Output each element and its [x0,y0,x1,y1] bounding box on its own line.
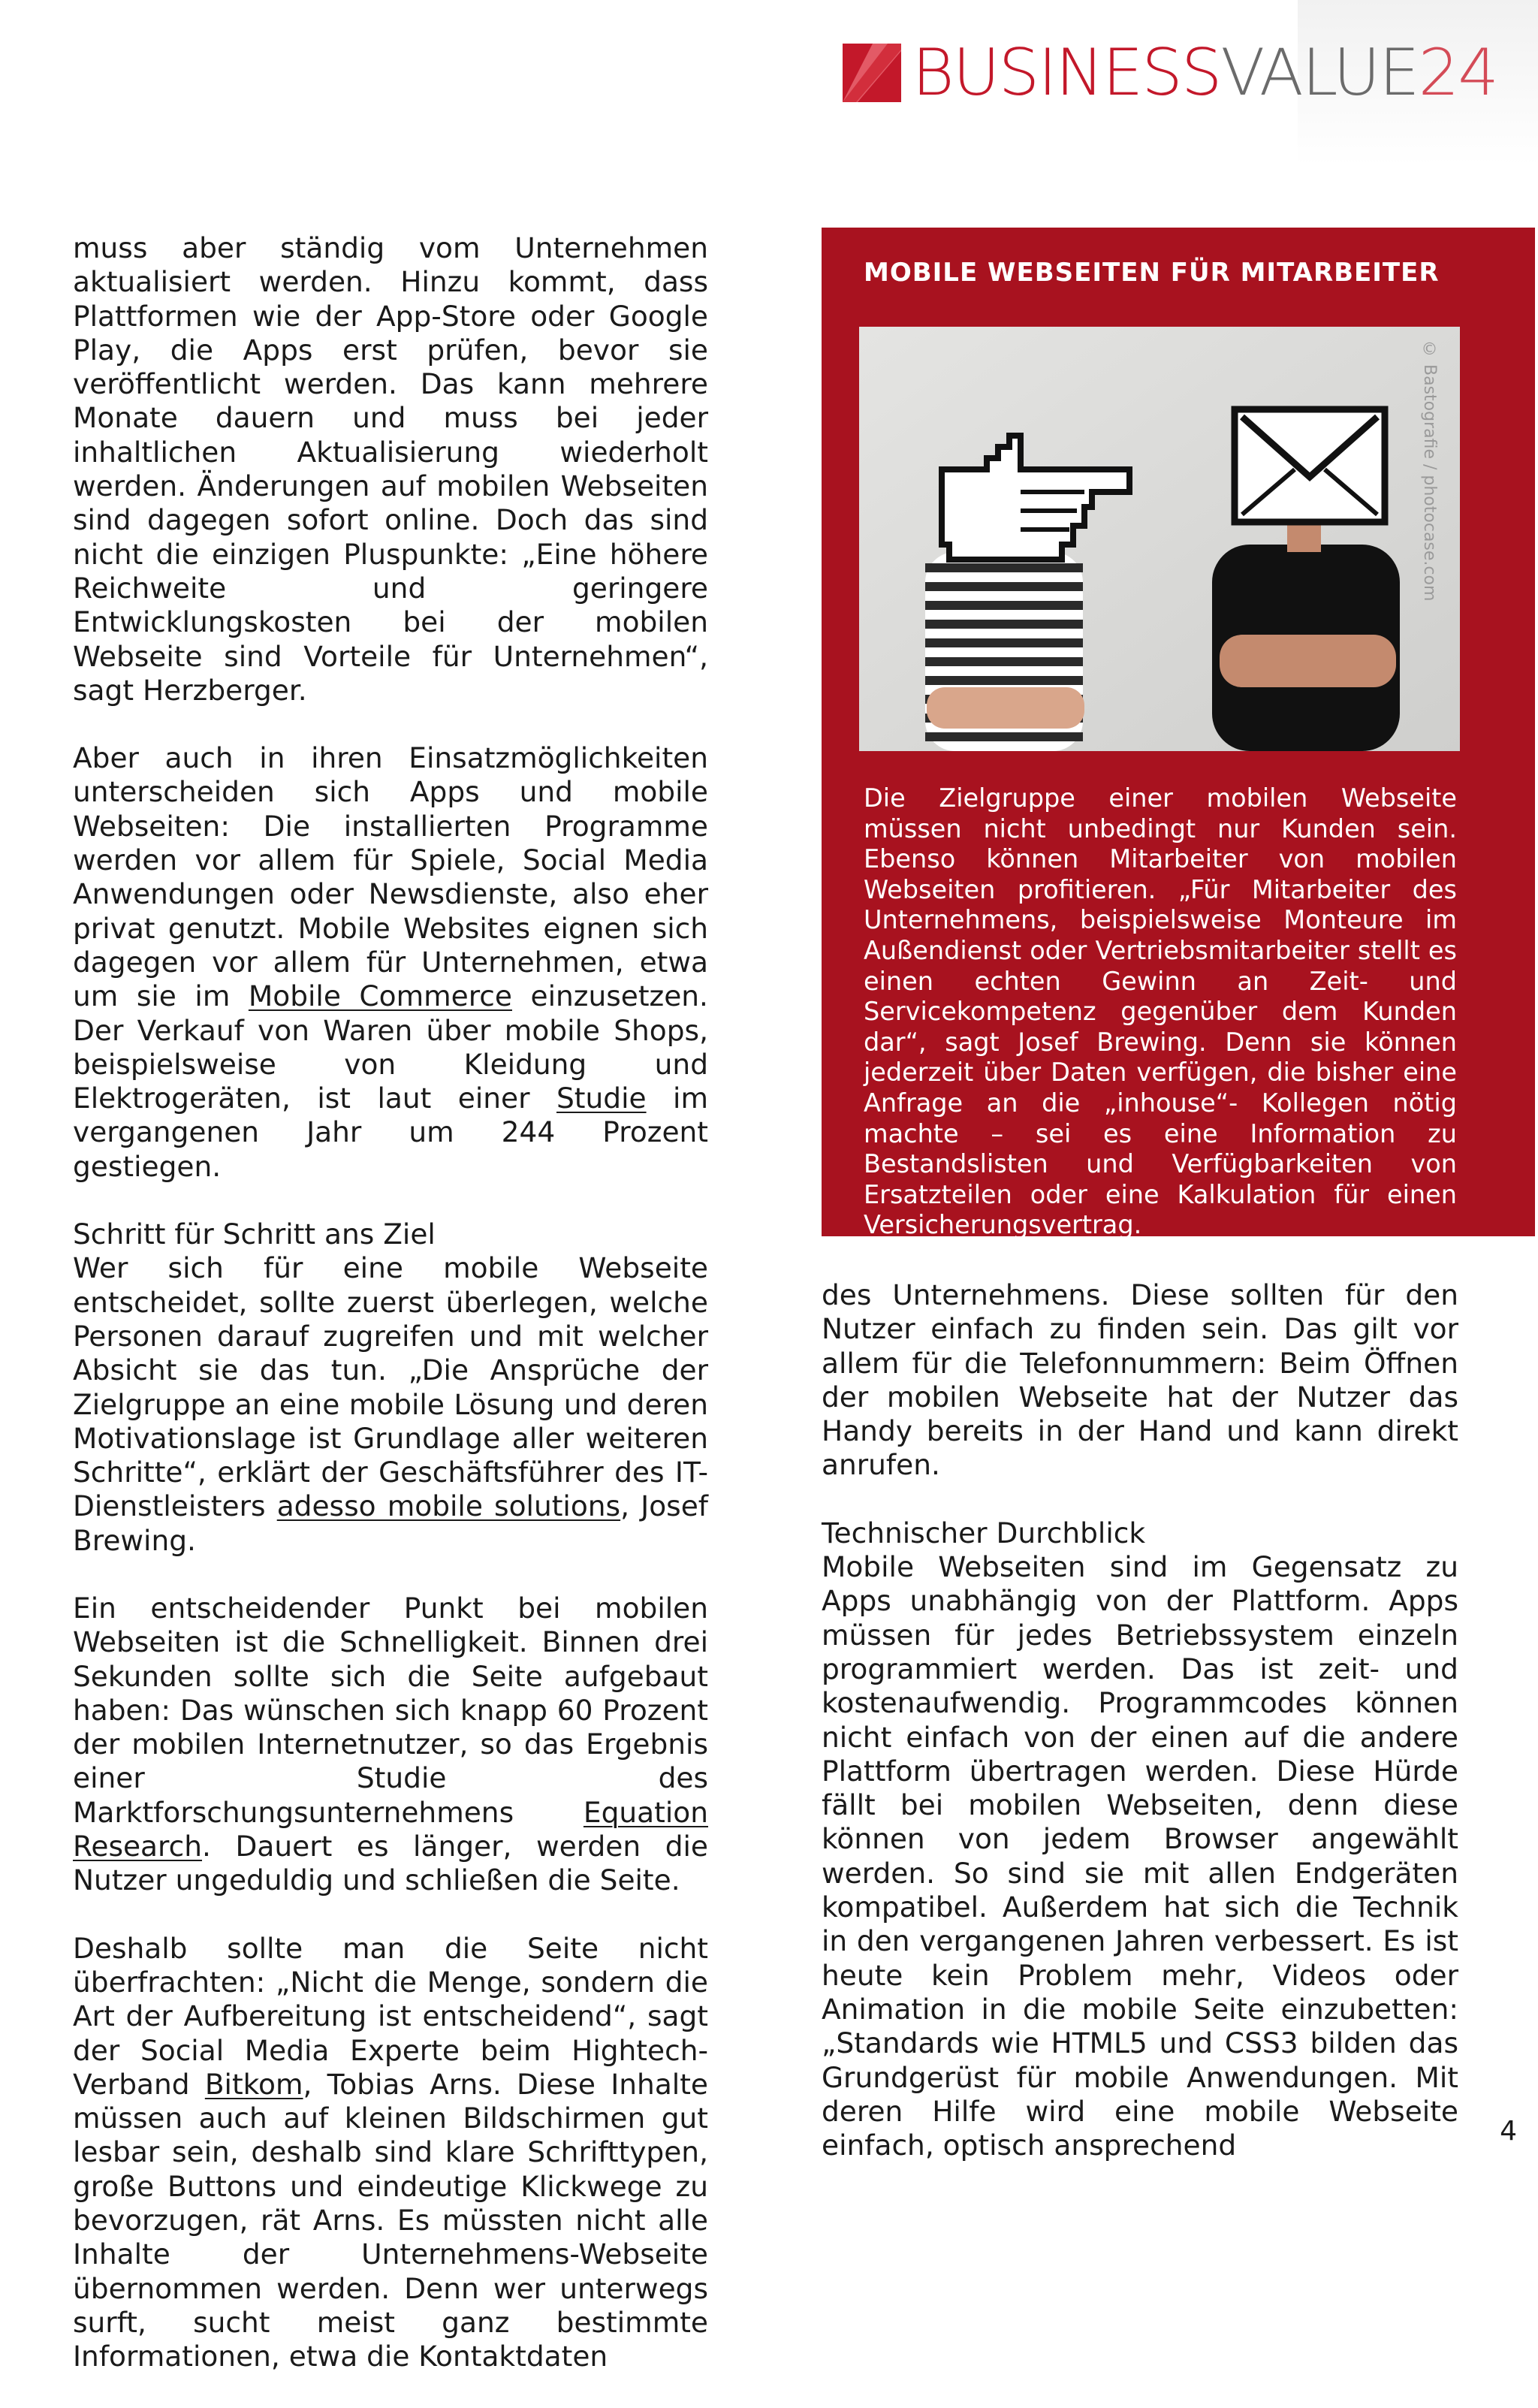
left-column [73,231,708,2408]
text-run: einzusetzen. Der Verkauf von Waren über mobile Shops, beispielsweise von Kleidung und Elektrogeräten, ist laut einer [73,979,708,1115]
logo-wordmark [912,35,1497,110]
info-box-title: MOBILE WEBSEITEN FÜR MITARBEITER [864,258,1440,288]
text-run: Deshalb sollte man die Seite nicht überfrachten: „Nicht die Menge, sondern die Art der Aufbereitung ist entscheidend“, sagt der Social Media Experte beim Hightech-Verband [73,1931,708,2101]
logo-business: BUSINESS [912,35,1221,110]
info-box [822,228,1535,1240]
right-column [822,1278,1458,2196]
text-run: Aber auch in ihren Einsatzmöglichkeiten unterscheiden sich Apps und mobile Webseiten: Die installierten Programme werden vor allem für Spiele, Social Media Anwendungen oder Newsdienste, also eher privat genutzt. Mobile Websites eignen sich dagegen vor allem für Unternehmen, etwa um sie im [73,741,708,1013]
paragraph: muss aber ständig vom Unternehmen aktualisiert werden. Hinzu kommt, dass Plattformen wie der App-Store oder Google Play, die Apps erst prüfen, bevor sie veröffentlicht werden. Das kann mehrere Monate dauern und muss bei jeder inhaltlichen Aktualisierung wiederholt werden. Änderungen auf mobilen Webseiten sind dagegen sofort online. Doch das sind nicht die einzigen Pluspunkte: „Eine höhere Reichweite und geringere Entwicklungskosten bei der mobilen Webseite sind Vorteile für Unternehmen“, sagt Herzberger. [73,231,708,707]
text-run: Ein entscheidender Punkt bei mobilen Webseiten ist die Schnelligkeit. Binnen drei Sekunden sollte sich die Seite aufgebaut haben: Das wünschen sich knapp 60 Prozent der mobilen Internetnutzer, so das Ergebnis einer Studie des Marktforschungsunternehmens [73,1591,708,1829]
text-run: . Dauert es länger, werden die Nutzer ungeduldig und schließen die Seite. [73,1830,708,1897]
info-box-photo [859,327,1460,751]
text-run: , Tobias Arns. Diese Inhalte müssen auch auf kleinen Bildschirmen gut lesbar sein, deshalb sind klare Schrifttypen, große Buttons und eindeutige Klickwege zu bevorzugen, rät Arns. Es müssten nicht alle Inhalte der Unternehmens-Webseite übernommen werden. Denn wer unterwegs surft, sucht meist ganz bestimmte Informationen, etwa die Kontaktdaten [73,2067,708,2373]
link-equation-research[interactable]: Equation Research [73,1795,708,1863]
paragraph [73,1251,708,1558]
page-number: 4 [1500,2116,1517,2147]
link-adesso[interactable]: adesso mobile solutions [276,1489,621,1523]
logo-value: VALUE [1220,35,1419,110]
paragraph [73,1592,708,1898]
text-run: , Josef Brewing. [73,1489,708,1557]
paragraph: des Unternehmens. Diese sollten für den Nutzer einfach zu finden sein. Das gilt vor allem für die Telefonnummern: Beim Öffnen der mobilen Webseite hat der Nutzer das Handy bereits in der Hand und kann direkt anrufen. [822,1278,1458,1482]
section-heading: Schritt für Schritt ans Ziel [73,1218,436,1251]
logo-mark-icon [843,44,901,102]
brand-logo[interactable] [843,35,1497,110]
link-studie[interactable]: Studie [556,1082,647,1115]
section-heading: Technischer Durchblick [822,1516,1146,1550]
text-run: Wer sich für eine mobile Webseite entscheidet, sollte zuerst überlegen, welche Personen darauf zugreifen und mit welcher Absicht sie das tun. „Die Ansprüche der Zielgruppe an eine mobile Lösung und deren Motivationslage ist Grundlage aller weiteren Schritte“, erklärt der Geschäftsführer des IT-Dienstleisters [73,1251,708,1523]
link-bitkom[interactable]: Bitkom [204,2067,303,2101]
paragraph [73,741,708,1184]
text-run: im vergangenen Jahr um 244 Prozent gestiegen. [73,1082,708,1183]
paragraph: Mobile Webseiten sind im Gegensatz zu Apps unabhängig von der Plattform. Apps müssen für jedes Betriebssystem einzeln programmiert werden. Das ist zeit- und kostenaufwendig. Programmcodes können nicht einfach von der einen auf die andere Plattform übertragen werden. Diese Hürde fällt bei mobilen Webseiten, denn diese können von jedem Browser angewählt werden. So sind sie mit allen Endgeräten kompatibel. Außerdem hat sich die Technik in den vergangenen Jahren verbessert. Es ist heute kein Problem mehr, Videos oder Animation in die mobile Seite einzubetten: „Standards wie HTML5 und CSS3 bilden das Grundgerüst für mobile Anwendungen. Mit deren Hilfe wird eine mobile Webseite einfach, optisch ansprechend [822,1550,1458,2162]
paragraph [73,1932,708,2374]
photo-credit: © Bastografie / photocase.com [1420,340,1439,602]
link-mobile-commerce[interactable]: Mobile Commerce [248,979,512,1013]
info-box-text: Die Zielgruppe einer mobilen Webseite müssen nicht unbedingt nur Kunden sein. Ebenso können Mitarbeiter von mobilen Webseiten profitieren. „Für Mitarbeiter des Unternehmens, beispielsweise Monteure im Außendienst oder Vertriebsmitarbeiter stellt es einen echten Gewinn an Zeit- und Servicekompetenz gegenüber dem Kunden dar“, sagt Josef Brewing. Denn sie können jederzeit über Daten verfügen, die bisher eine Anfrage an die „inhouse“- Kollegen nötig machte – sei es eine Information zu Bestandslisten und Verfügbarkeiten von Ersatzteilen oder eine Kalkulation für einen Versicherungsvertrag. [864,783,1457,1240]
logo-number: 24 [1418,35,1497,110]
pixel-envelope-icon [1235,409,1385,522]
photo-illustration [859,327,1460,751]
